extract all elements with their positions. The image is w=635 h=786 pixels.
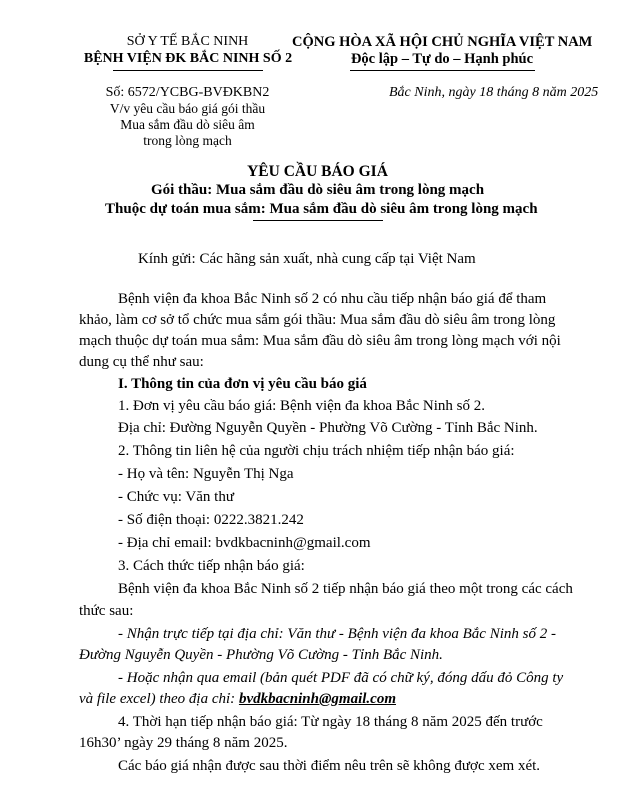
greeting: Kính gửi: Các hãng sản xuất, nhà cung cấp tại Việt Nam	[138, 251, 476, 267]
estimate-prefix: Thuộc dự toán mua sắm:	[105, 201, 270, 217]
methods-line-2: thức sau:	[79, 603, 134, 619]
contact-name: - Họ và tên: Nguyễn Thị Nga	[118, 466, 294, 482]
email-delivery-line-2	[79, 691, 396, 708]
subject-line-3: trong lòng mạch	[143, 133, 232, 148]
deadline-line-1: 4. Thời hạn tiếp nhận báo giá: Từ ngày 18 tháng 8 năm 2025 đến trước	[118, 714, 543, 730]
email-delivery-prefix: và file excel) theo địa chỉ:	[79, 691, 239, 707]
subject-line-1: V/v yêu cầu báo giá gói thầu	[109, 101, 266, 116]
motto: Độc lập – Tự do – Hạnh phúc	[350, 51, 534, 67]
email-link[interactable]: bvdkbacninh@gmail.com	[238, 691, 397, 707]
subject-line-2: Mua sắm đầu dò siêu âm	[120, 117, 255, 132]
direct-delivery-line-1: - Nhận trực tiếp tại địa chỉ: Văn thư - Bệnh viện đa khoa Bắc Ninh số 2 -	[118, 626, 556, 642]
intro-line-1: Bệnh viện đa khoa Bắc Ninh số 2 có nhu cầu tiếp nhận báo giá để tham	[118, 291, 547, 307]
intro-line-4: dung cụ thể như sau:	[79, 354, 204, 370]
place-date: Bắc Ninh, ngày 18 tháng 8 năm 2025	[389, 85, 599, 100]
intro-line-2: khảo, làm cơ sở tổ chức mua sắm gói thầu: Mua sắm đầu dò siêu âm trong lòng	[79, 312, 556, 328]
document-number: Số: 6572/YCBG-BVĐKBN2	[105, 85, 270, 100]
estimate-title	[105, 201, 538, 218]
requester-address: Địa chỉ: Đường Nguyễn Quyền - Phường Võ Cường - Tỉnh Bắc Ninh.	[118, 420, 538, 436]
document-title: YÊU CẦU BÁO GIÁ	[247, 163, 388, 180]
email-delivery-line-1: - Hoặc nhận qua email (bản quét PDF đã có chữ ký, đóng dấu đỏ Công ty	[118, 670, 564, 686]
agency-name: SỞ Y TẾ BẮC NINH	[126, 34, 249, 49]
hospital-name: BỆNH VIỆN ĐK BẮC NINH SỐ 2	[83, 51, 293, 66]
title-underline	[253, 220, 383, 221]
methods-line-1: Bệnh viện đa khoa Bắc Ninh số 2 tiếp nhận báo giá theo một trong các cách	[118, 581, 573, 597]
contact-position: - Chức vụ: Văn thư	[118, 489, 234, 505]
requester-unit: 1. Đơn vị yêu cầu báo giá: Bệnh viện đa khoa Bắc Ninh số 2.	[118, 398, 486, 414]
section-heading: I. Thông tin của đơn vị yêu cầu báo giá	[118, 376, 367, 392]
hospital-underline	[113, 70, 263, 71]
estimate-value: Mua sắm đầu dò siêu âm trong lòng mạch	[269, 201, 538, 217]
receiving-method-heading: 3. Cách thức tiếp nhận báo giá:	[118, 558, 305, 574]
contact-info-heading: 2. Thông tin liên hệ của người chịu trách nhiệm tiếp nhận báo giá:	[118, 443, 515, 459]
deadline-line-2: 16h30’ ngày 29 tháng 8 năm 2025.	[79, 735, 288, 751]
package-title: Gói thầu: Mua sắm đầu dò siêu âm trong lòng mạch	[150, 182, 485, 198]
motto-underline	[350, 70, 535, 71]
direct-delivery-line-2: Đường Nguyễn Quyền - Phường Võ Cường - Tỉnh Bắc Ninh.	[79, 647, 443, 663]
late-submission-note: Các báo giá nhận được sau thời điểm nêu trên sẽ không được xem xét.	[118, 758, 541, 774]
intro-line-3: mạch thuộc dự toán mua sắm: Mua sắm đầu dò siêu âm trong lòng mạch với nội	[79, 333, 561, 349]
contact-email: - Địa chỉ email: bvdkbacninh@gmail.com	[118, 535, 371, 551]
contact-phone: - Số điện thoại: 0222.3821.242	[118, 512, 304, 528]
country-name: CỘNG HÒA XÃ HỘI CHỦ NGHĨA VIỆT NAM	[292, 34, 593, 50]
